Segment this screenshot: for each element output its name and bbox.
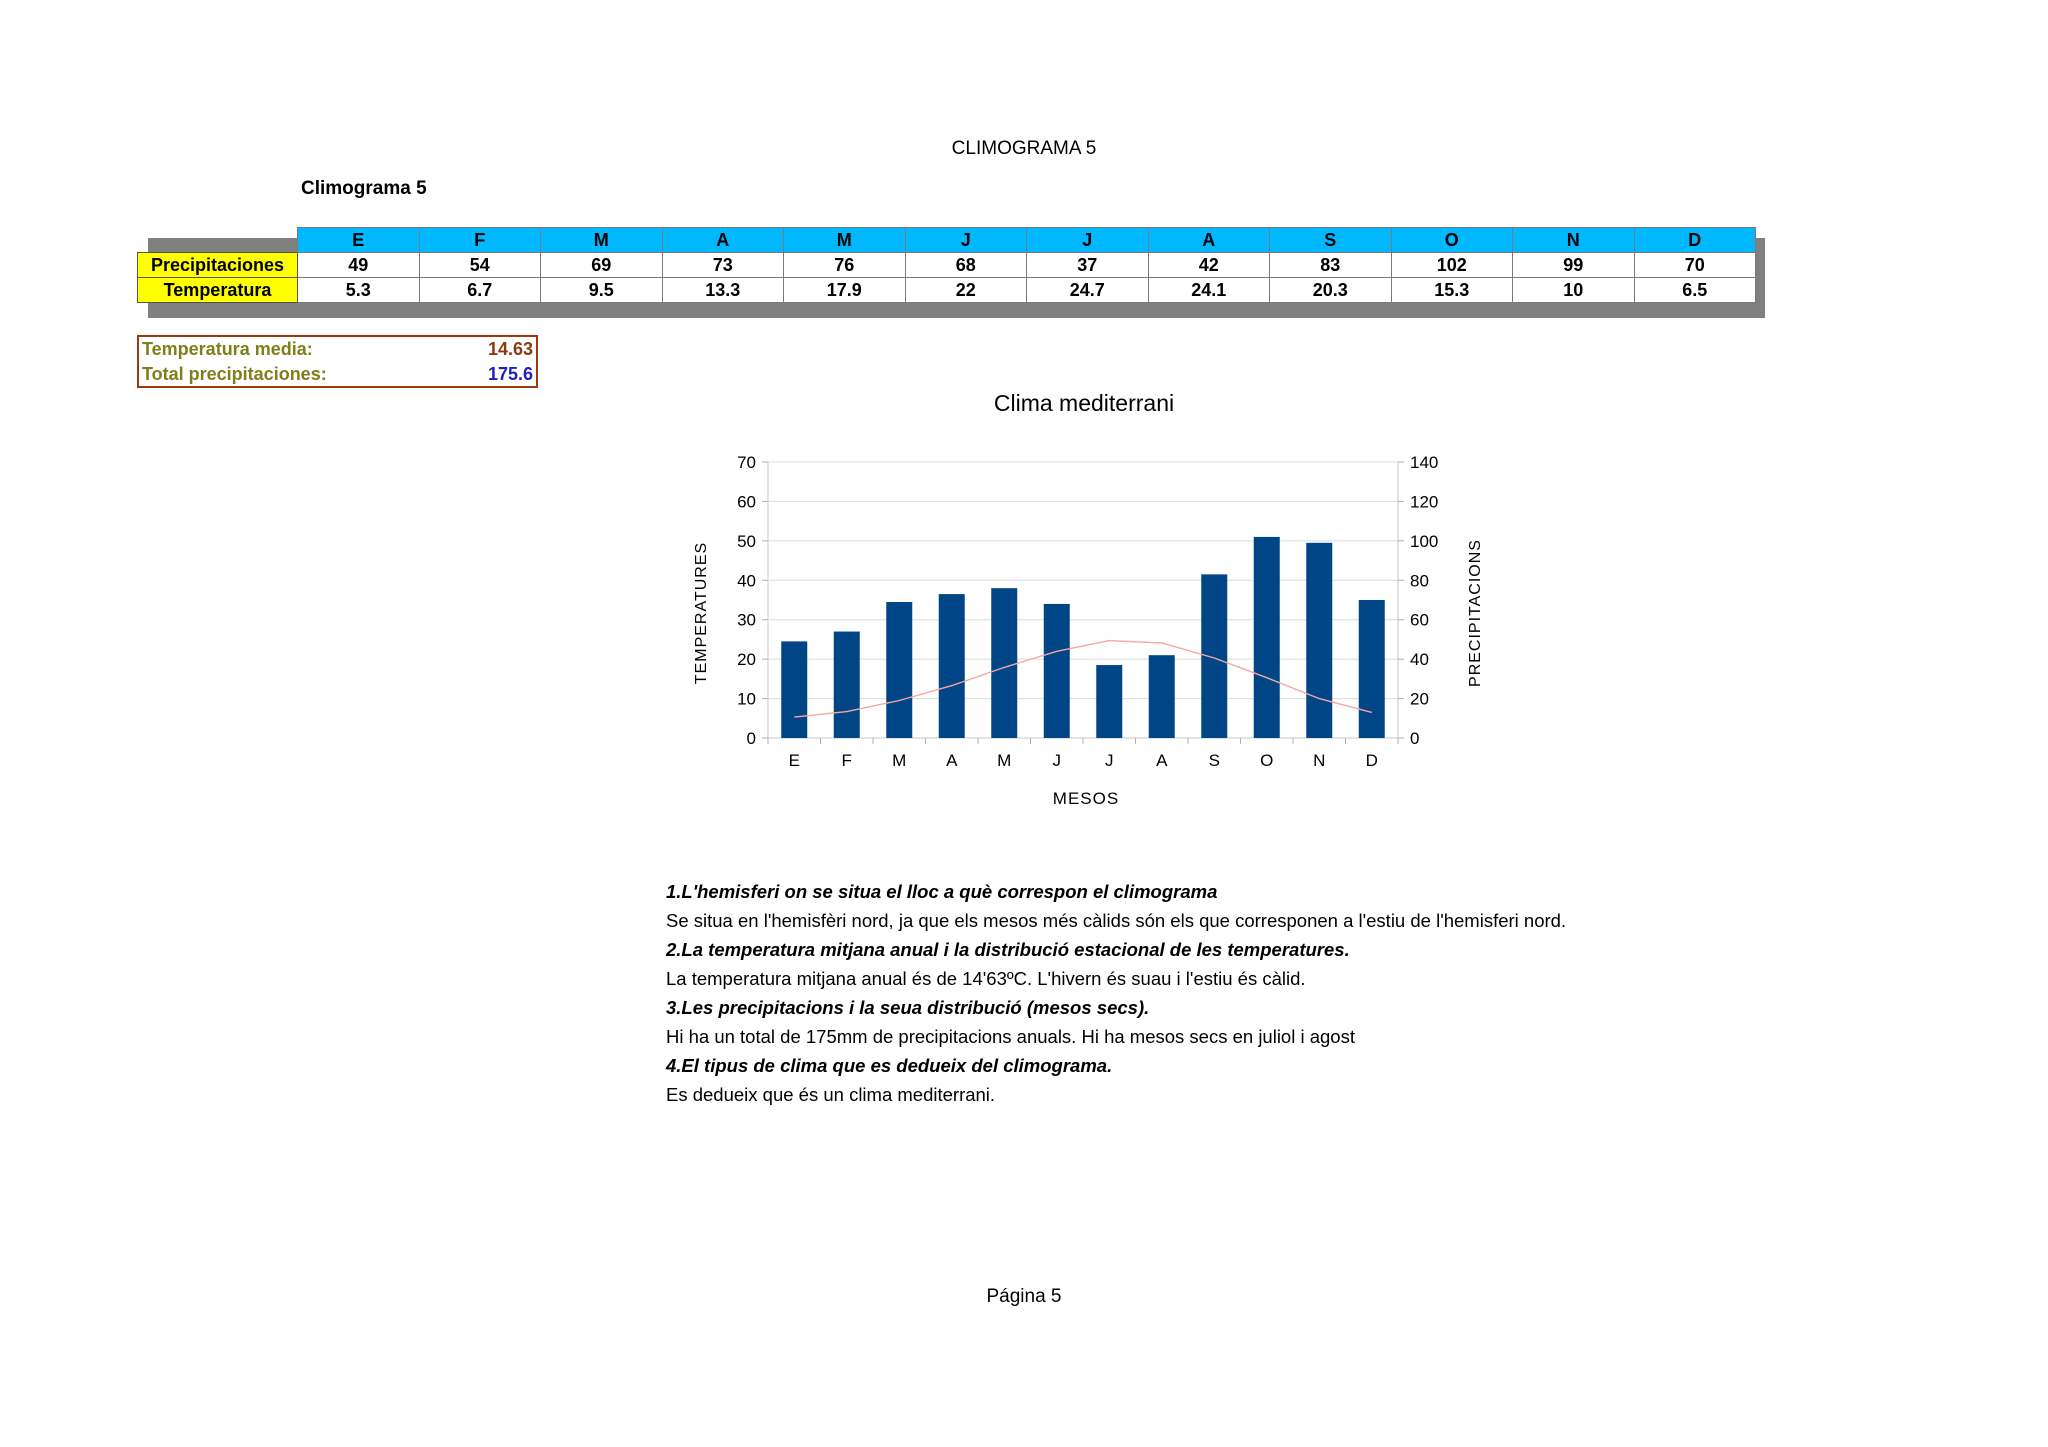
table-corner	[138, 228, 298, 253]
precipitation-cell: 83	[1270, 253, 1392, 278]
temperature-mean-row	[139, 337, 536, 362]
plot-area-frame	[768, 462, 1398, 738]
temperature-cell: 13.3	[662, 278, 784, 303]
answer-1: Se situa en l'hemisfèri nord, ja que els mesos més càlids són els que corresponen a l'estiu de l'hemisferi nord.	[666, 910, 1567, 931]
left-axis-label: TEMPERATURES	[693, 541, 710, 685]
precipitation-total-label: Total precipitaciones:	[142, 364, 327, 384]
right-tick-label: 40	[1410, 650, 1429, 670]
right-tick-label: 60	[1410, 610, 1429, 630]
precipitation-total-row	[139, 362, 536, 387]
month-header: J	[905, 228, 1027, 253]
temperature-cell: 6.7	[419, 278, 541, 303]
summary-stats-box	[137, 335, 538, 388]
month-header: J	[1027, 228, 1149, 253]
precipitation-bar	[1096, 665, 1122, 738]
x-tick-label: A	[946, 751, 958, 770]
right-tick-label: 0	[1410, 729, 1420, 748]
precipitation-cell: 73	[662, 253, 784, 278]
temperature-cell: 5.3	[298, 278, 420, 303]
precipitation-cell: 37	[1027, 253, 1149, 278]
month-header: D	[1634, 228, 1756, 253]
left-tick-label: 30	[737, 610, 756, 630]
x-tick-label: J	[1052, 751, 1061, 770]
precipitation-cell: 49	[298, 253, 420, 278]
x-axis-label: MESOS	[1052, 789, 1120, 808]
precipitation-bar	[1201, 574, 1227, 738]
precipitation-bar	[1359, 600, 1385, 738]
temperature-line	[794, 641, 1372, 718]
x-axis-ticks	[789, 751, 1378, 770]
precipitation-bar	[834, 632, 860, 738]
temperature-mean-label: Temperatura media:	[142, 339, 313, 359]
left-tick-label: 10	[737, 689, 756, 709]
precipitation-bar	[991, 588, 1017, 738]
month-header: O	[1391, 228, 1513, 253]
left-tick-label: 0	[746, 729, 756, 748]
precipitation-bars	[781, 537, 1385, 738]
x-tick-label: N	[1313, 751, 1326, 770]
temperature-line-group	[794, 641, 1372, 718]
x-tick-label: F	[841, 751, 852, 770]
x-tick-label: J	[1105, 751, 1114, 770]
x-tick-label: E	[788, 751, 800, 770]
precipitation-bar	[1149, 655, 1175, 738]
precipitation-bar	[1044, 604, 1070, 738]
temperature-cell: 10	[1513, 278, 1635, 303]
precipitation-cell: 42	[1148, 253, 1270, 278]
month-header: A	[1148, 228, 1270, 253]
left-tick-label: 20	[737, 650, 756, 670]
month-header: E	[298, 228, 420, 253]
right-axis-ticks	[1410, 453, 1438, 748]
precipitation-cell: 102	[1391, 253, 1513, 278]
right-tick-label: 120	[1410, 492, 1439, 512]
precipitation-bar	[939, 594, 965, 738]
temperature-cell: 6.5	[1634, 278, 1756, 303]
month-header: F	[419, 228, 541, 253]
precipitation-cell: 68	[905, 253, 1027, 278]
page-header-title: CLIMOGRAMA 5	[951, 138, 1097, 159]
questions-section	[666, 877, 1966, 1109]
right-tick-label: 20	[1410, 689, 1429, 709]
row-label-temperature: Temperatura	[138, 278, 298, 303]
left-tick-label: 40	[737, 571, 756, 591]
precipitation-cell: 69	[541, 253, 663, 278]
x-tick-label: D	[1365, 751, 1378, 770]
temperature-cell: 15.3	[1391, 278, 1513, 303]
left-axis-ticks	[737, 453, 756, 748]
x-tick-label: M	[892, 751, 907, 770]
right-tick-label: 140	[1410, 453, 1439, 472]
temperature-mean-value: 14.63	[487, 339, 533, 359]
question-1: 1.L'hemisferi on se situa el lloc a què correspon el climograma	[666, 881, 1218, 902]
temperature-cell: 24.1	[1148, 278, 1270, 303]
month-header: M	[541, 228, 663, 253]
right-tick-label: 80	[1410, 571, 1429, 591]
answer-3: Hi ha un total de 175mm de precipitacions anuals. Hi ha mesos secs en juliol i agost	[666, 1026, 1355, 1047]
page-number: Página 5	[986, 1286, 1062, 1307]
climograph-chart	[680, 380, 1500, 820]
question-2: 2.La temperatura mitjana anual i la distribució estacional de les temperatures.	[666, 939, 1350, 960]
precipitation-total-value: 175.6	[487, 364, 533, 384]
right-axis-label: PRECIPITACIONS	[1467, 539, 1484, 687]
temperature-row	[138, 278, 1756, 303]
temperature-cell: 17.9	[784, 278, 906, 303]
precipitation-cell: 54	[419, 253, 541, 278]
precipitation-bar	[1254, 537, 1280, 738]
precipitation-bar	[781, 641, 807, 738]
x-tick-label: S	[1208, 751, 1220, 770]
answer-4: Es dedueix que és un clima mediterrani.	[666, 1084, 996, 1105]
question-3: 3.Les precipitacions i la seua distribució (mesos secs).	[666, 997, 1150, 1018]
precipitation-cell: 76	[784, 253, 906, 278]
temperature-cell: 20.3	[1270, 278, 1392, 303]
month-header: A	[662, 228, 784, 253]
right-tick-label: 100	[1410, 531, 1439, 551]
chart-title: Clima mediterrani	[993, 390, 1175, 416]
left-tick-label: 50	[737, 531, 756, 551]
x-tick-label: O	[1260, 751, 1274, 770]
left-tick-label: 70	[737, 453, 756, 472]
precipitation-bar	[886, 602, 912, 738]
temperature-cell: 24.7	[1027, 278, 1149, 303]
month-header: N	[1513, 228, 1635, 253]
precipitation-row	[138, 253, 1756, 278]
question-4: 4.El tipus de clima que es dedueix del climograma.	[666, 1055, 1113, 1076]
x-tick-label: A	[1156, 751, 1168, 770]
month-header: S	[1270, 228, 1392, 253]
temperature-cell: 9.5	[541, 278, 663, 303]
month-header-row	[138, 228, 1756, 253]
temperature-cell: 22	[905, 278, 1027, 303]
precipitation-cell: 70	[1634, 253, 1756, 278]
left-tick-label: 60	[737, 492, 756, 512]
sheet-title: Climograma 5	[301, 178, 427, 199]
precipitation-cell: 99	[1513, 253, 1635, 278]
month-header: M	[784, 228, 906, 253]
row-label-precipitation: Precipitaciones	[138, 253, 298, 278]
precipitation-bar	[1306, 543, 1332, 738]
x-tick-label: M	[997, 751, 1012, 770]
climate-data-table	[137, 227, 1756, 303]
answer-2: La temperatura mitjana anual és de 14'63ºC. L'hivern és suau i l'estiu és càlid.	[666, 968, 1306, 989]
